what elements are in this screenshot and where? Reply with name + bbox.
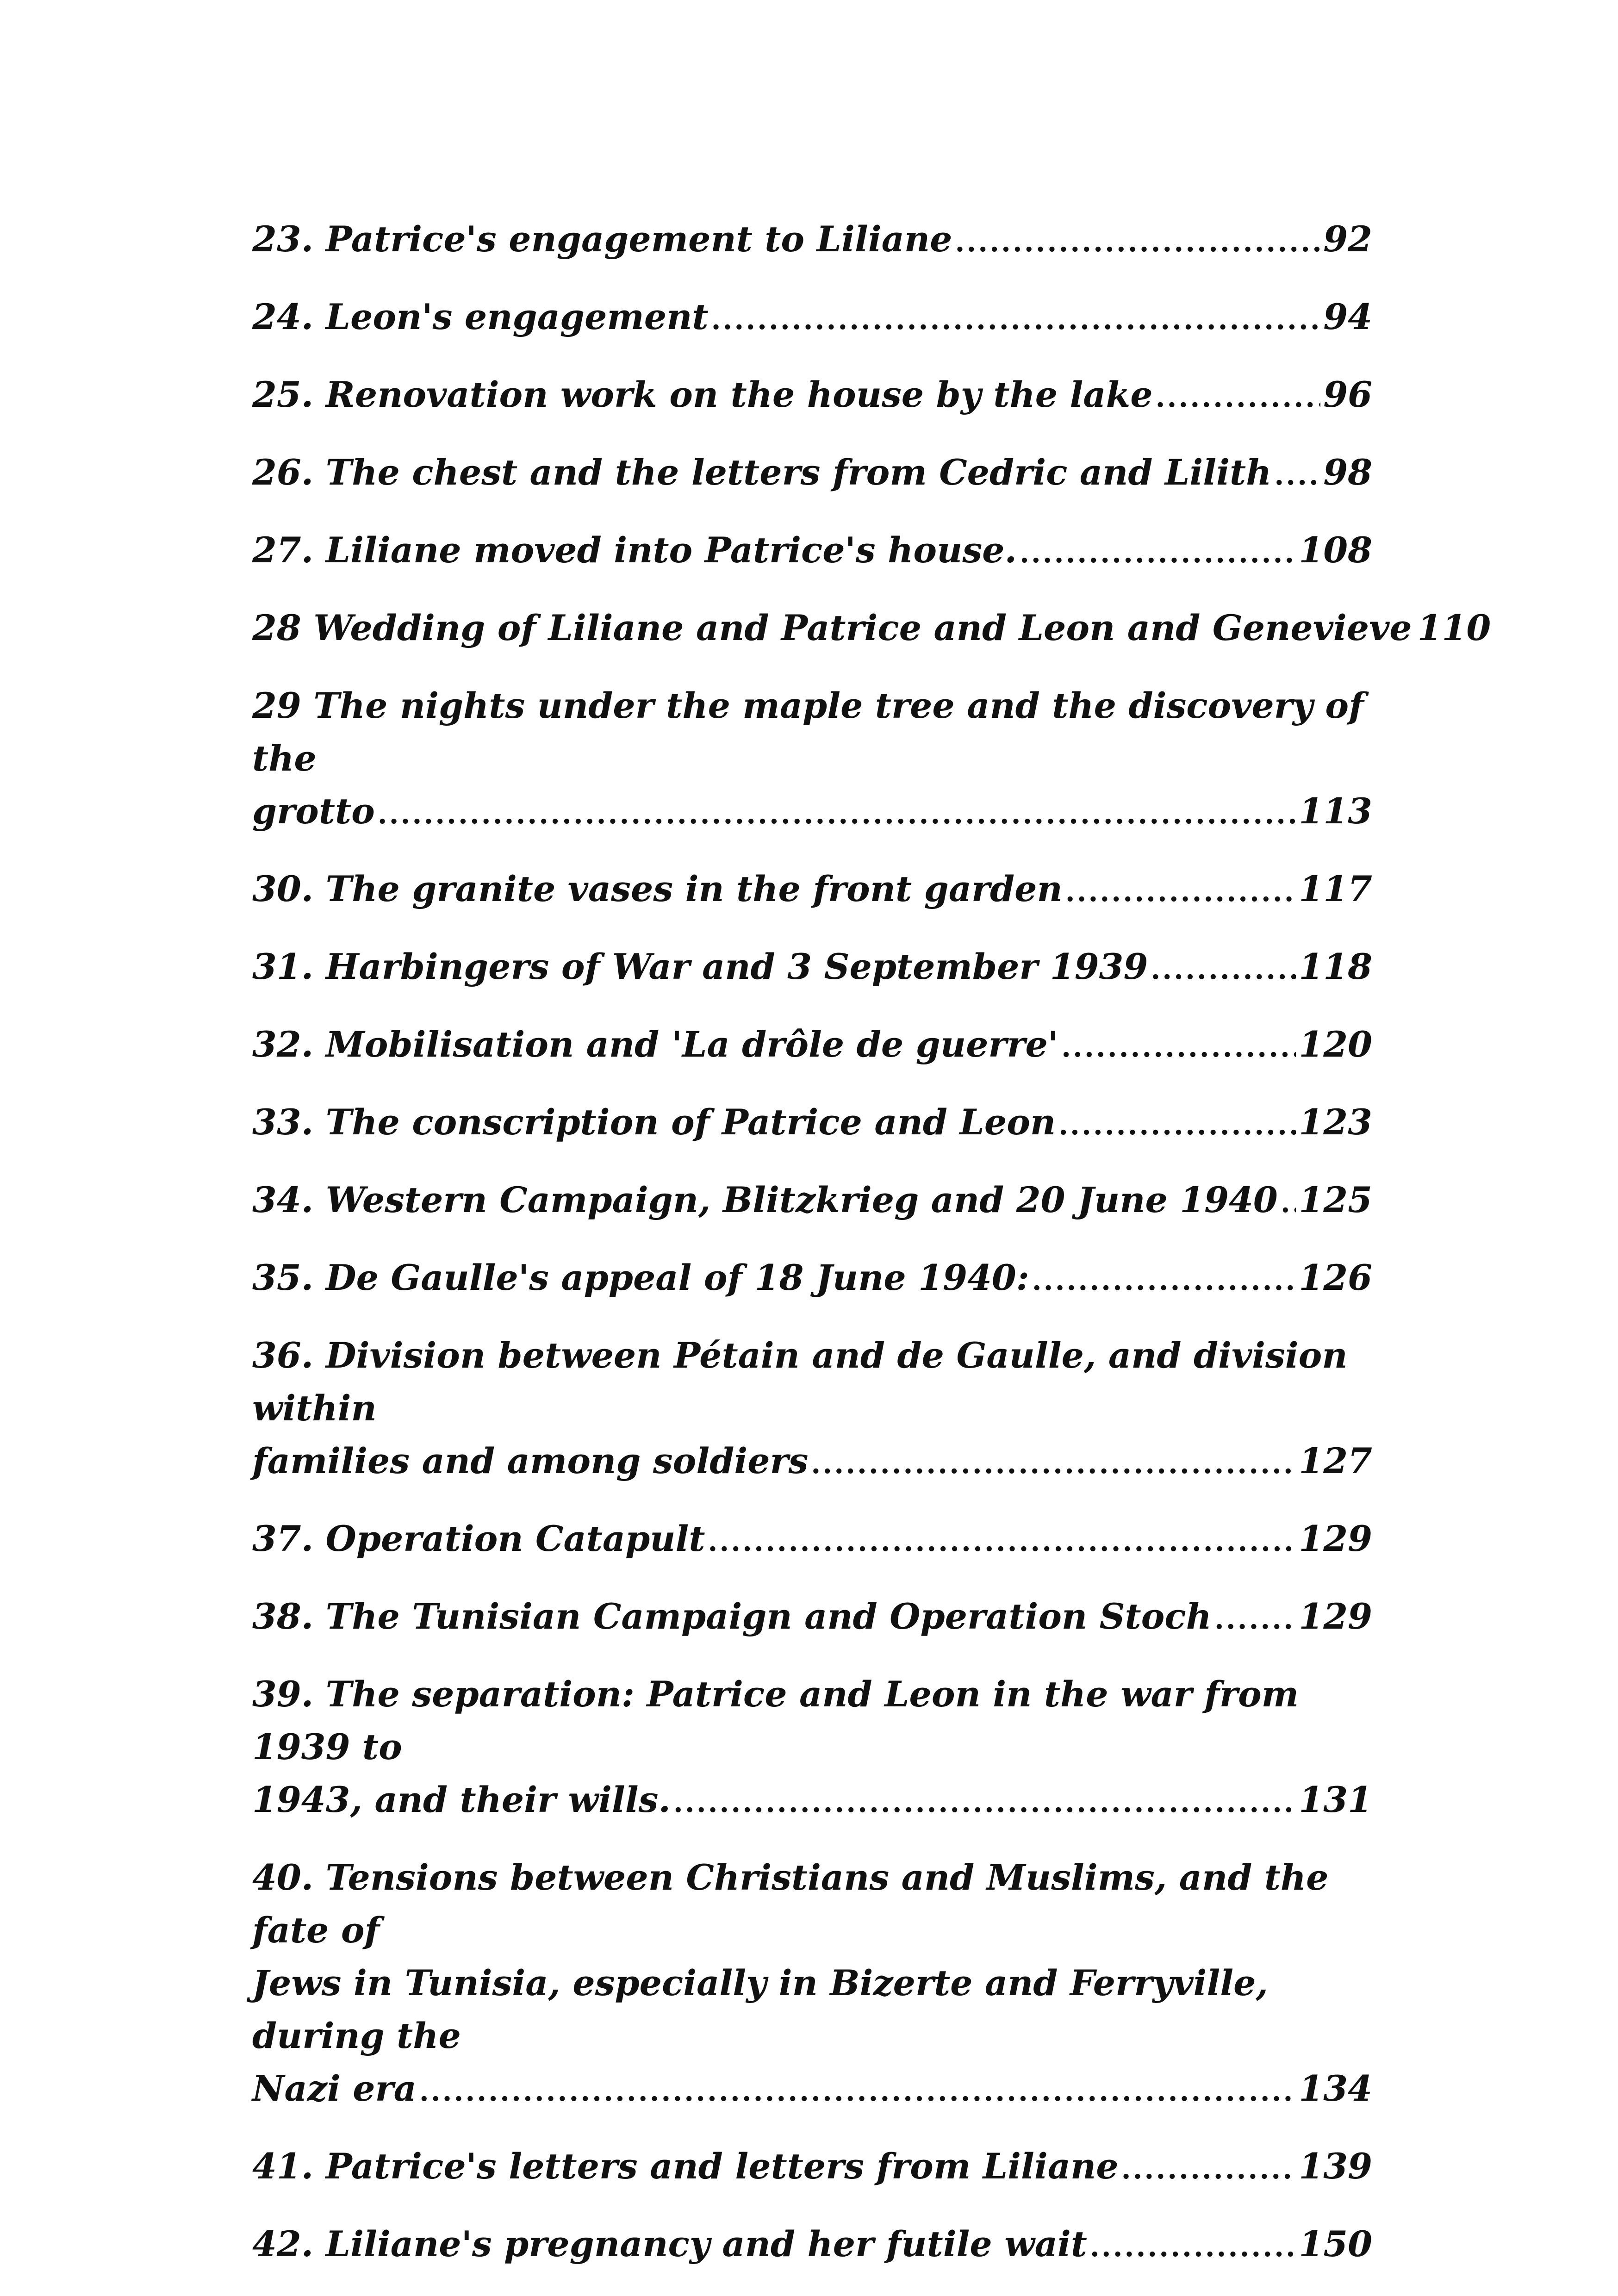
toc-entry[interactable] [252,2140,1372,2196]
toc-entry-last-line [252,1773,1372,1829]
toc-entry-last-line [252,213,1372,268]
toc-entry-last-line [252,1251,1372,1307]
dot-leader [1065,865,1296,918]
toc-entry[interactable] [252,446,1372,502]
toc-entry-title-line: 37. Operation Catapult [252,1518,705,1559]
toc-entry[interactable] [252,368,1372,424]
toc-page-number: 123 [1299,1101,1372,1143]
toc-page-number: 94 [1323,296,1372,337]
toc-entry-title-line: 1943, and their wills. [252,1779,671,1820]
toc-page-number: 126 [1299,1257,1372,1298]
dot-leader [1281,1176,1296,1229]
toc-entry-title-line: 34. Western Campaign, Blitzkrieg and 20 June 1940 [252,1179,1278,1220]
toc-entry-last-line [252,1512,1372,1568]
dot-leader [708,1515,1296,1568]
toc-entry-last-line [252,1018,1372,1074]
toc-entry[interactable] [252,1512,1372,1568]
toc-entry-title-line: 35. De Gaulle's appeal of 18 June 1940: [252,1257,1029,1298]
toc-entry[interactable] [252,1018,1372,1074]
toc-entry[interactable] [252,291,1372,346]
toc-page-number: 131 [1299,1779,1372,1820]
toc-page-number: 108 [1299,529,1372,571]
toc-entry-title-line: 24. Leon's engagement [252,296,709,337]
toc-entry-title-line: 23. Patrice's engagement to Liliane [252,218,952,260]
toc-entry-title-line: 30. The granite vases in the front garden [252,868,1063,909]
toc-entry-last-line [252,1590,1372,1646]
dot-leader [811,1437,1296,1490]
toc-page-number: 113 [1299,790,1372,832]
toc-entry-title-line: 27. Liliane moved into Patrice's house. [252,529,1017,571]
toc-entry-title-line: 26. The chest and the letters from Cedric and Lilith [252,452,1272,493]
toc-page-number: 98 [1323,452,1372,493]
toc-entry[interactable] [252,1590,1372,1646]
toc-entry-title-line: 36. Division between Pétain and de Gaulle, and division within [252,1335,1348,1429]
toc-page-number: 96 [1323,374,1372,415]
toc-entry-title-line: 25. Renovation work on the house by the lake [252,374,1153,415]
dot-leader [378,788,1296,840]
toc-entry[interactable] [252,1251,1372,1307]
toc-entry-last-line [252,1174,1372,1229]
table-of-contents [252,213,1491,2296]
toc-entry[interactable] [252,602,1491,657]
toc-entry-title-line: 33. The conscription of Patrice and Leon [252,1101,1056,1143]
toc-entry-last-line [252,524,1372,579]
toc-page-number: 110 [1417,607,1491,648]
toc-entry[interactable] [252,1096,1372,1151]
toc-entry-last-line [252,602,1491,657]
dot-leader [673,1776,1296,1829]
toc-entry-last-line [252,940,1372,996]
dot-leader [1058,1099,1296,1151]
toc-entry-title-line: 28 Wedding of Liliane and Patrice and Leon and Genevieve [252,607,1412,648]
toc-page-number: 129 [1299,1596,1372,1637]
toc-entry-last-line [252,291,1372,346]
toc-entry-last-line [252,446,1372,502]
dot-leader [1020,527,1296,579]
dot-leader [1151,943,1296,996]
toc-entry-last-line [252,368,1372,424]
toc-entry-last-line [252,785,1372,840]
dot-leader [711,293,1321,346]
toc-entry-title-line: 41. Patrice's letters and letters from Liliane [252,2146,1119,2187]
dot-leader [1032,1254,1296,1307]
toc-entry-title-line: 31. Harbingers of War and 3 September 1939 [252,946,1148,987]
dot-leader [1274,449,1320,502]
toc-entry[interactable] [252,1329,1372,1490]
toc-entry-title-line: Nazi era [252,2068,417,2109]
toc-entry[interactable] [252,940,1372,996]
toc-entry[interactable] [252,863,1372,918]
toc-entry[interactable] [252,679,1372,840]
dot-leader [1090,2221,1296,2273]
toc-entry-last-line [252,1096,1372,1151]
dot-leader [1061,1021,1296,1074]
toc-entry-last-line [252,2140,1372,2196]
toc-entry[interactable] [252,1851,1372,2118]
toc-entry[interactable] [252,1668,1372,1829]
dot-leader [419,2065,1296,2118]
toc-page-number: 134 [1299,2068,1372,2109]
toc-entry-last-line [252,1435,1372,1490]
toc-entry[interactable] [252,213,1372,268]
toc-page-number: 129 [1299,1518,1372,1559]
toc-page-number: 127 [1299,1440,1372,1481]
toc-entry-title-line: grotto [252,790,375,832]
toc-page-number: 125 [1299,1179,1372,1220]
dot-leader [955,216,1320,268]
toc-page-number: 139 [1299,2146,1372,2187]
toc-entry-title-line: 40. Tensions between Christians and Muslims, and the fate of [252,1857,1329,1951]
toc-page-number: 150 [1299,2223,1372,2265]
toc-entry-last-line [252,2218,1372,2273]
toc-page-number: 120 [1299,1024,1372,1065]
toc-page-number: 118 [1299,946,1372,987]
toc-page-number: 92 [1323,218,1372,260]
toc-entry[interactable] [252,2218,1372,2273]
toc-entry-title-line: families and among soldiers [252,1440,809,1481]
toc-entry-last-line [252,863,1372,918]
toc-entry-title-line: 29 The nights under the maple tree and the discovery of the [252,685,1364,779]
toc-entry-last-line [252,2062,1372,2118]
toc-entry-title-line: 42. Liliane's pregnancy and her futile wait [252,2223,1087,2265]
dot-leader [1214,1593,1296,1646]
toc-entry-title-line: 38. The Tunisian Campaign and Operation Stoch [252,1596,1212,1637]
toc-entry[interactable] [252,1174,1372,1229]
toc-entry[interactable] [252,524,1372,579]
toc-entry-title-line: 39. The separation: Patrice and Leon in the war from 1939 to [252,1674,1299,1767]
toc-entry-title-line: 32. Mobilisation and 'La drôle de guerre' [252,1024,1059,1065]
toc-page-number: 117 [1299,868,1372,909]
toc-entry-title-line: Jews in Tunisia, especially in Bizerte and Ferryville, during the [252,1962,1268,2056]
dot-leader [1121,2143,1296,2196]
dot-leader [1156,371,1321,424]
